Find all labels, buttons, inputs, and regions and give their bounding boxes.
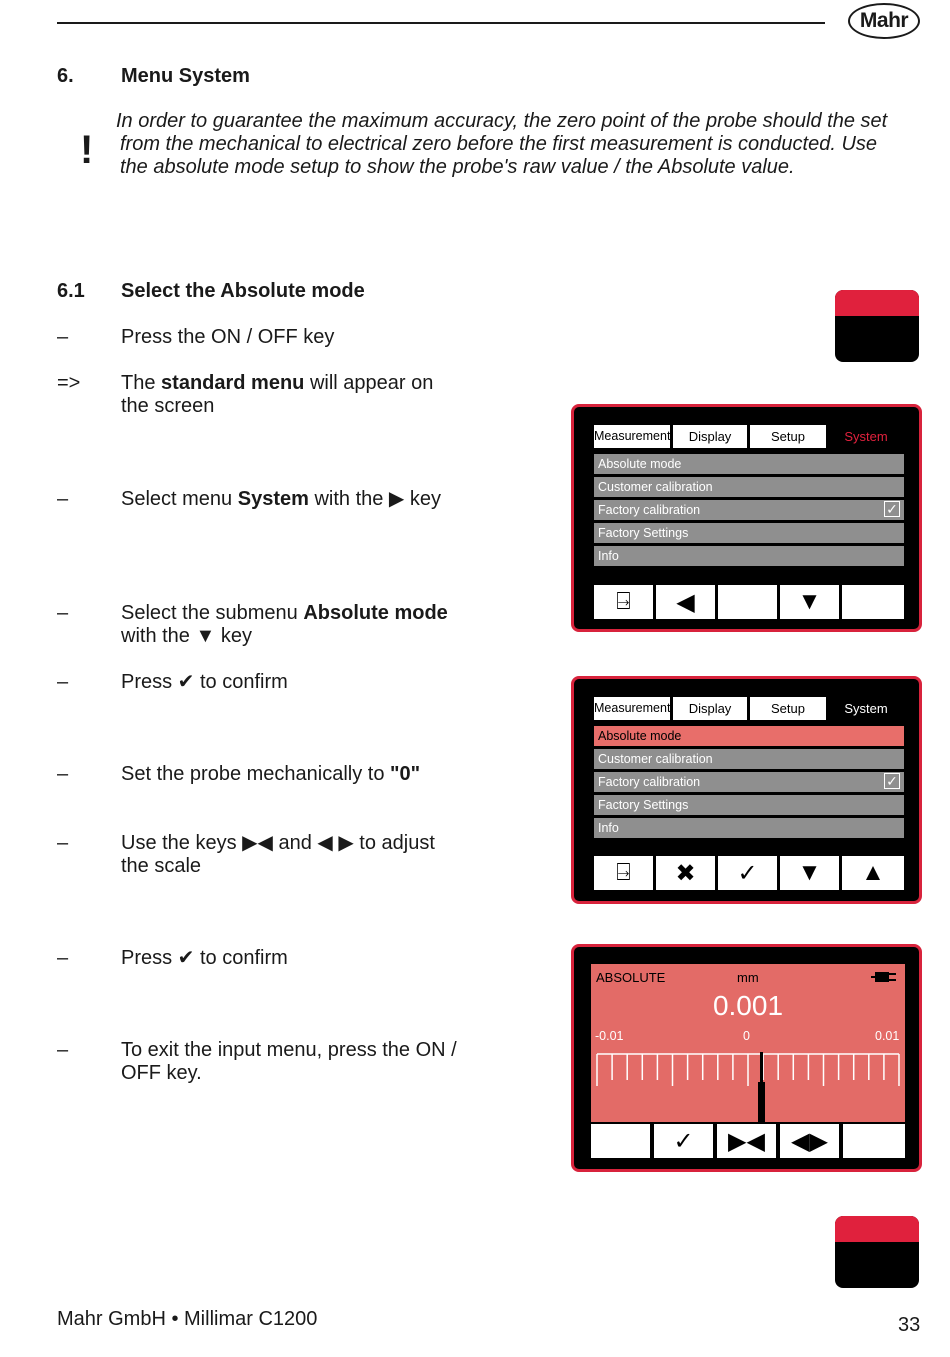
warning-text bbox=[116, 110, 926, 179]
step-bullet: => bbox=[57, 372, 81, 394]
menu-item-label: Factory calibration bbox=[598, 775, 701, 789]
tab-system[interactable]: System bbox=[844, 701, 888, 716]
step-text-part: the screen bbox=[121, 395, 215, 417]
exit-door-icon[interactable]: ⍈ bbox=[594, 585, 653, 619]
confirm-key[interactable]: ✓ bbox=[718, 856, 777, 890]
section-61-title: Select the Absolute mode bbox=[121, 280, 365, 302]
softkey-bar bbox=[594, 856, 904, 890]
step-text-part: with the ▼ key bbox=[121, 625, 252, 647]
menu-item-customer-calibration[interactable]: Customer calibration bbox=[594, 749, 904, 769]
down-arrow-key[interactable]: ▼ bbox=[780, 585, 839, 619]
warning-line: the absolute mode setup to show the probe's raw value / the Absolute value. bbox=[120, 156, 795, 178]
measured-value: 0.001 bbox=[712, 990, 784, 1021]
step-text-bold: Absolute mode bbox=[303, 602, 448, 624]
on-off-key-icon bbox=[835, 1216, 919, 1288]
step-text-part: the scale bbox=[121, 855, 202, 877]
blank-key[interactable] bbox=[843, 1124, 905, 1158]
tab-setup[interactable]: Setup bbox=[750, 425, 826, 448]
menu-item-factory-calibration[interactable] bbox=[594, 772, 904, 792]
step-text-part: with the ▶ key bbox=[308, 488, 441, 510]
warning-line: In order to guarantee the maximum accuracy, the zero point of the probe should the set bbox=[116, 110, 888, 132]
step-bullet: – bbox=[57, 602, 69, 624]
confirm-key[interactable]: ✓ bbox=[654, 1124, 713, 1158]
menu-item-info[interactable]: Info bbox=[594, 818, 904, 838]
tab-display[interactable]: Display bbox=[673, 697, 747, 720]
step-text: Press the ON / OFF key bbox=[121, 326, 335, 348]
step-text bbox=[121, 763, 420, 786]
step-bullet: – bbox=[57, 488, 69, 510]
section-6-number: 6. bbox=[57, 65, 74, 87]
menu-tabs bbox=[594, 697, 904, 720]
menu-item-factory-settings[interactable]: Factory Settings bbox=[594, 523, 904, 543]
device-screen-system-menu bbox=[571, 676, 922, 904]
unit-label: mm bbox=[737, 970, 759, 985]
device-screen-standard-menu bbox=[571, 404, 922, 632]
section-6-title: Menu System bbox=[121, 65, 250, 87]
zoom-out-scale-key[interactable]: ◀▶ bbox=[780, 1124, 839, 1158]
tab-measurement[interactable]: Measurement bbox=[594, 425, 670, 448]
step-text bbox=[121, 1039, 457, 1085]
zoom-in-scale-key[interactable]: ▶◀ bbox=[717, 1124, 776, 1158]
analog-scale bbox=[591, 1044, 905, 1122]
menu-item-absolute-mode[interactable]: Absolute mode bbox=[594, 726, 904, 746]
menu-item-factory-calibration[interactable] bbox=[594, 500, 904, 520]
tab-system[interactable]: System bbox=[844, 429, 888, 444]
pointer-needle bbox=[758, 1082, 765, 1122]
cancel-key[interactable]: ✖ bbox=[656, 856, 715, 890]
menu-tabs bbox=[594, 425, 904, 448]
scale-min-label: -0.01 bbox=[595, 1029, 624, 1043]
step-bullet: – bbox=[57, 763, 69, 785]
step-text-part: To exit the input menu, press the ON / bbox=[121, 1039, 457, 1061]
header-rule bbox=[57, 22, 825, 24]
step-text bbox=[121, 488, 441, 511]
step-text bbox=[121, 602, 448, 648]
step-text: Press ✔ to confirm bbox=[121, 947, 288, 969]
tab-display[interactable]: Display bbox=[673, 425, 747, 448]
step-bullet: – bbox=[57, 832, 69, 854]
step-text-part: Select menu bbox=[121, 488, 238, 510]
step-bullet: – bbox=[57, 326, 69, 348]
step-text-bold: standard menu bbox=[161, 372, 305, 394]
step-text: Press ✔ to confirm bbox=[121, 671, 288, 693]
tab-measurement[interactable]: Measurement bbox=[594, 697, 670, 720]
step-bullet: – bbox=[57, 671, 69, 693]
device-screen-absolute-measurement bbox=[571, 944, 922, 1172]
step-text-part: Use the keys ▶◀ and ◀ ▶ to adjust bbox=[121, 832, 435, 854]
step-text bbox=[121, 832, 435, 878]
blank-key[interactable] bbox=[591, 1124, 650, 1158]
menu-item-info[interactable]: Info bbox=[594, 546, 904, 566]
section-61-number: 6.1 bbox=[57, 280, 85, 302]
power-plug-icon bbox=[871, 969, 899, 985]
footer-company: Mahr GmbH • Millimar C1200 bbox=[57, 1308, 318, 1330]
step-bullet: – bbox=[57, 947, 69, 969]
step-text-part: Set the probe mechanically to bbox=[121, 763, 391, 785]
step-text-part: OFF key. bbox=[121, 1062, 202, 1084]
mode-label: ABSOLUTE bbox=[596, 970, 666, 985]
menu-item-label: Factory calibration bbox=[598, 503, 701, 517]
step-text bbox=[121, 372, 433, 418]
checkbox-icon: ✓ bbox=[884, 773, 900, 789]
down-arrow-key[interactable]: ▼ bbox=[780, 856, 839, 890]
step-bullet: – bbox=[57, 1039, 69, 1061]
mahr-logo: Mahr bbox=[848, 3, 920, 39]
softkey-bar bbox=[591, 1124, 905, 1158]
menu-item-factory-settings[interactable]: Factory Settings bbox=[594, 795, 904, 815]
blank-key[interactable] bbox=[842, 585, 904, 619]
softkey-bar bbox=[594, 585, 904, 619]
step-text-part: will appear on bbox=[304, 372, 434, 394]
blank-key[interactable] bbox=[718, 585, 777, 619]
step-text-bold: System bbox=[237, 488, 309, 510]
warning-icon: ! bbox=[80, 128, 94, 172]
left-arrow-key[interactable]: ◀ bbox=[656, 585, 715, 619]
measurement-display bbox=[591, 964, 905, 1122]
tab-setup[interactable]: Setup bbox=[750, 697, 826, 720]
step-text-part: Select the submenu bbox=[121, 602, 304, 624]
page-number: 33 bbox=[898, 1314, 921, 1336]
step-text-bold: "0" bbox=[390, 763, 421, 785]
on-off-key-icon bbox=[835, 290, 919, 362]
checkbox-icon: ✓ bbox=[884, 501, 900, 517]
scale-max-label: 0.01 bbox=[875, 1029, 900, 1043]
menu-item-absolute-mode[interactable]: Absolute mode bbox=[594, 454, 904, 474]
step-text-part: The bbox=[121, 372, 162, 394]
exit-door-icon[interactable]: ⍈ bbox=[594, 856, 653, 890]
up-arrow-key[interactable]: ▲ bbox=[842, 856, 904, 890]
warning-line: from the mechanical to electrical zero before the first measurement is conducted. Use bbox=[120, 133, 878, 155]
scale-mid-label: 0 bbox=[743, 1029, 750, 1043]
menu-item-customer-calibration[interactable]: Customer calibration bbox=[594, 477, 904, 497]
